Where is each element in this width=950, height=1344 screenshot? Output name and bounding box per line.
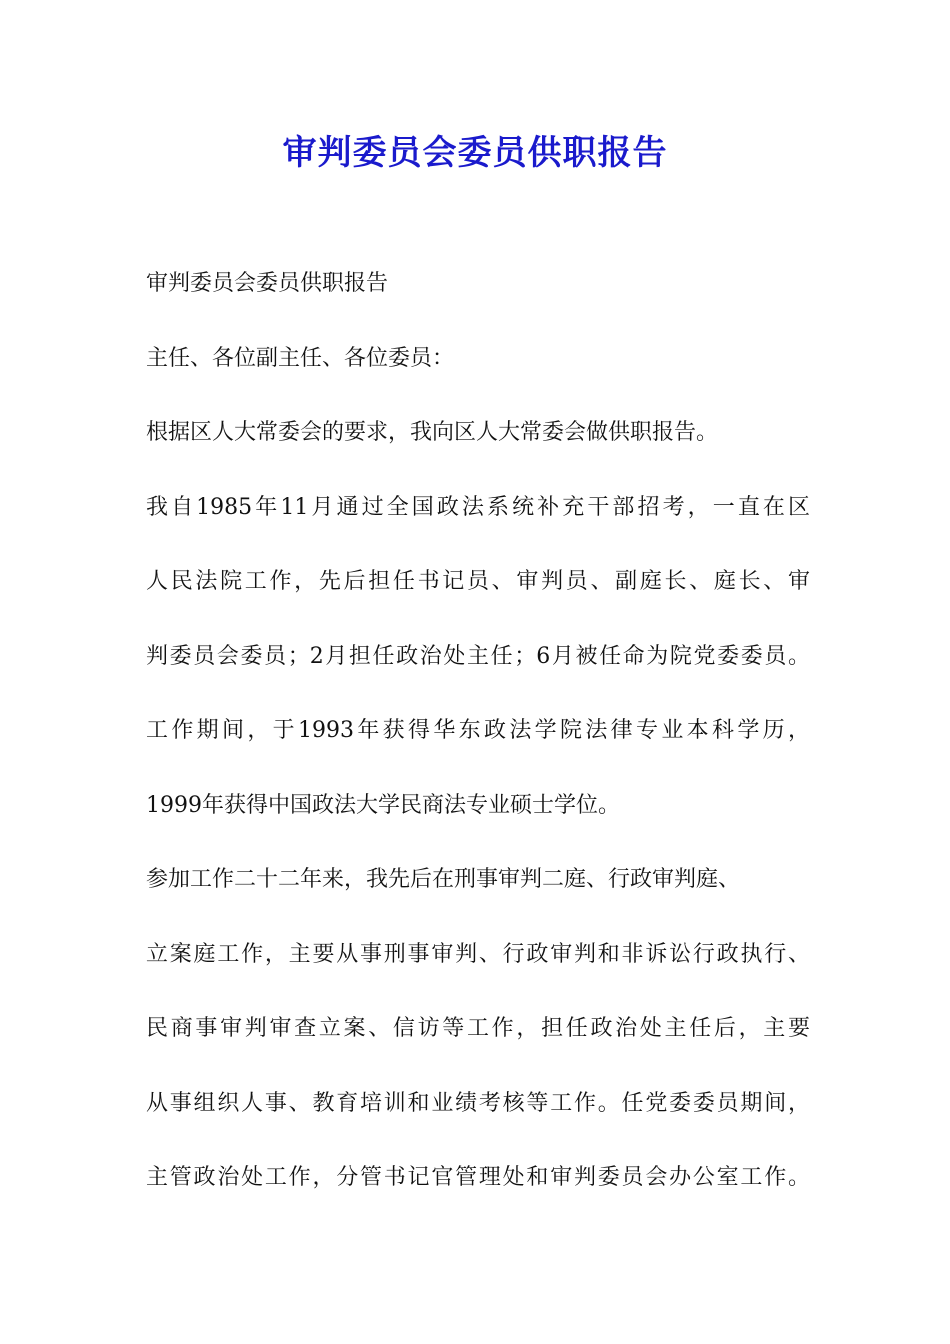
paragraph-line: 主管政治处工作，分管书记官管理处和审判委员会办公室工作。	[146, 1165, 810, 1190]
paragraph-line: 根据区人大常委会的要求，我向区人大常委会做供职报告。	[146, 420, 719, 445]
paragraph-line: 1999年获得中国政法大学民商法专业硕士学位。	[146, 792, 620, 818]
document-title: 审判委员会委员供职报告	[282, 133, 668, 173]
paragraph-line-subtitle: 审判委员会委员供职报告	[146, 271, 389, 296]
paragraph-line: 判委员会委员；2月担任政治处主任；6月被任命为院党委委员。	[146, 643, 810, 669]
document-body	[146, 264, 810, 1233]
paragraph-line: 我自1985年11月通过全国政法系统补充干部招考，一直在区	[146, 494, 810, 520]
paragraph-line: 立案庭工作，主要从事刑事审判、行政审判和非诉讼行政执行、	[146, 941, 810, 967]
paragraph-line: 从事组织人事、教育培训和业绩考核等工作。任党委委员期间，	[146, 1090, 810, 1116]
paragraph-line: 参加工作二十二年来，我先后在刑事审判二庭、行政审判庭、	[146, 867, 741, 892]
paragraph-line-salutation: 主任、各位副主任、各位委员：	[146, 345, 455, 371]
paragraph-line: 人民法院工作，先后担任书记员、审判员、副庭长、庭长、审	[146, 569, 810, 594]
paragraph-line: 民商事审判审查立案、信访等工作，担任政治处主任后，主要	[146, 1016, 810, 1041]
paragraph-line: 工作期间，于1993年获得华东政法学院法律专业本科学历，	[146, 718, 810, 743]
